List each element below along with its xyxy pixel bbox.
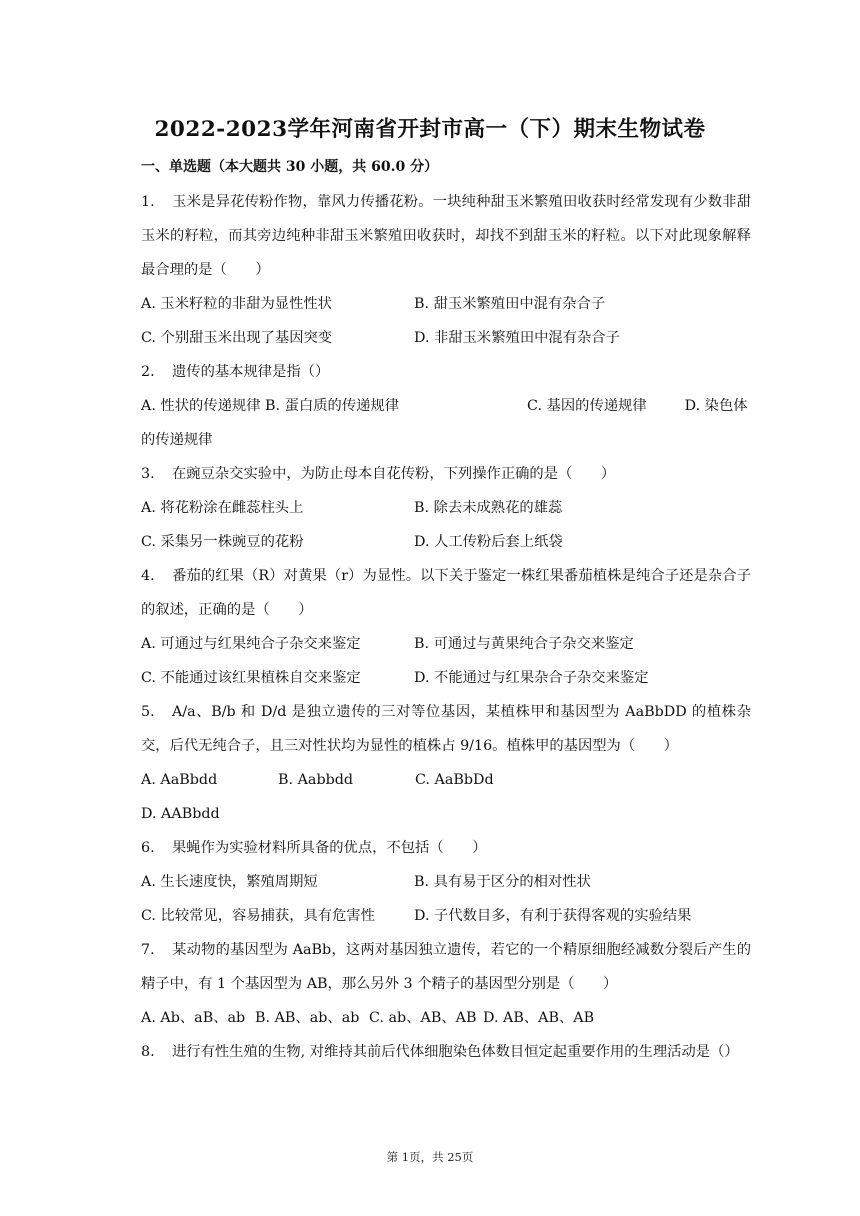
- option-d: D. 染色体的传递规律: [141, 398, 748, 448]
- question-stem: [141, 1035, 751, 1069]
- question-6: [141, 831, 751, 933]
- question-text: 进行有性生殖的生物, 对维持其前后代体细胞染色体数目恒定起重要作用的生理活动是（）: [172, 1044, 739, 1060]
- question-list: [141, 185, 751, 1069]
- question-text: A/a、B/b 和 D/d 是独立遗传的三对等位基因，某植株甲和基因型为 AaBbDD 的植株杂交，后代无纯合子，且三对性状均为显性的植株占 9/16。植株甲的基因型为（ ）: [141, 704, 751, 754]
- question-text: 果蝇作为实验材料所具备的优点，不包括（ ）: [172, 840, 487, 856]
- option-c: C. 比较常见，容易捕获，具有危害性: [141, 908, 375, 924]
- option-a: A. Ab、aB、ab: [141, 1010, 246, 1026]
- option-a: A. 生长速度快，繁殖周期短: [141, 874, 318, 890]
- option-a: A. 将花粉涂在雌蕊柱头上: [141, 500, 304, 516]
- question-8: [141, 1035, 751, 1069]
- question-stem: [141, 355, 751, 389]
- option-d: D. 非甜玉米繁殖田中混有杂合子: [414, 330, 620, 346]
- option-d: D. AB、AB、AB: [483, 1010, 595, 1026]
- option-c: C. 个别甜玉米出现了基因突变: [141, 330, 333, 346]
- option-c: C. AaBbDd: [415, 772, 494, 788]
- option-b: B. 可通过与黄果纯合子杂交来鉴定: [414, 636, 634, 652]
- question-text: 番茄的红果（R）对黄果（r）为显性。以下关于鉴定一株红果番茄植株是纯合子还是杂合子的叙述，正确的是（ ）: [141, 568, 751, 618]
- question-text: 某动物的基因型为 AaBb，这两对基因独立遗传，若它的一个精原细胞经减数分裂后产生的精子中，有 1 个基因型为 AB，那么另外 3 个精子的基因型分别是（ ）: [141, 942, 751, 992]
- option-c: C. 基因的传递规律: [527, 398, 647, 414]
- question-1: [141, 185, 751, 355]
- question-stem: [141, 695, 751, 763]
- option-b: B. 具有易于区分的相对性状: [414, 874, 591, 890]
- option-b: B. 甜玉米繁殖田中混有杂合子: [414, 296, 606, 312]
- option-list: [141, 865, 751, 933]
- option-list: [141, 627, 751, 695]
- option-d: D. AABbdd: [141, 806, 220, 822]
- question-stem: [141, 559, 751, 627]
- question-4: [141, 559, 751, 695]
- question-number: 1.: [141, 194, 155, 210]
- question-2: [141, 355, 751, 457]
- question-5: [141, 695, 751, 831]
- option-d: D. 人工传粉后套上纸袋: [414, 534, 563, 550]
- option-list: [141, 389, 751, 457]
- question-number: 6.: [141, 840, 155, 856]
- option-a: A. 玉米籽粒的非甜为显性性状: [141, 296, 332, 312]
- section-heading: 一、单选题（本大题共 30 小题，共 60.0 分）: [141, 159, 439, 175]
- option-d: D. 不能通过与红果杂合子杂交来鉴定: [414, 670, 649, 686]
- option-d: D. 子代数目多，有利于获得客观的实验结果: [414, 908, 692, 924]
- option-list: [141, 491, 751, 559]
- option-b: B. Aabbdd: [278, 772, 354, 788]
- question-number: 7.: [141, 942, 155, 958]
- question-stem: [141, 185, 751, 287]
- question-number: 8.: [141, 1044, 155, 1060]
- question-text: 玉米是异花传粉作物，靠风力传播花粉。一块纯种甜玉米繁殖田收获时经常发现有少数非甜玉米的籽粒，而其旁边纯种非甜玉米繁殖田收获时，却找不到甜玉米的籽粒。以下对此现象解释最合理的是（ ）: [141, 194, 751, 278]
- option-list: [141, 287, 751, 355]
- question-number: 3.: [141, 466, 155, 482]
- question-number: 5.: [141, 704, 155, 720]
- question-stem: [141, 831, 751, 865]
- option-a: A. AaBbdd: [141, 772, 218, 788]
- exam-title: 2022-2023学年河南省开封市高一（下）期末生物试卷: [154, 117, 706, 142]
- option-a: A. 性状的传递规律: [141, 398, 261, 414]
- option-c: C. 不能通过该红果植株自交来鉴定: [141, 670, 361, 686]
- option-list: [141, 763, 751, 831]
- question-7: [141, 933, 751, 1035]
- question-number: 2.: [141, 364, 155, 380]
- page-footer: 第 1页，共 25页: [386, 1150, 474, 1164]
- question-stem: [141, 933, 751, 1001]
- question-stem: [141, 457, 751, 491]
- option-c: C. ab、AB、AB: [369, 1010, 477, 1026]
- question-text: 遗传的基本规律是指（）: [172, 364, 330, 380]
- question-3: [141, 457, 751, 559]
- option-list: [141, 1001, 751, 1035]
- option-b: B. 蛋白质的传递规律: [265, 398, 400, 414]
- option-b: B. 除去未成熟花的雄蕊: [414, 500, 563, 516]
- question-number: 4.: [141, 568, 155, 584]
- option-b: B. AB、ab、ab: [255, 1010, 360, 1026]
- option-a: A. 可通过与红果纯合子杂交来鉴定: [141, 636, 361, 652]
- option-c: C. 采集另一株豌豆的花粉: [141, 534, 304, 550]
- question-text: 在豌豆杂交实验中，为防止母本自花传粉，下列操作正确的是（ ）: [172, 466, 616, 482]
